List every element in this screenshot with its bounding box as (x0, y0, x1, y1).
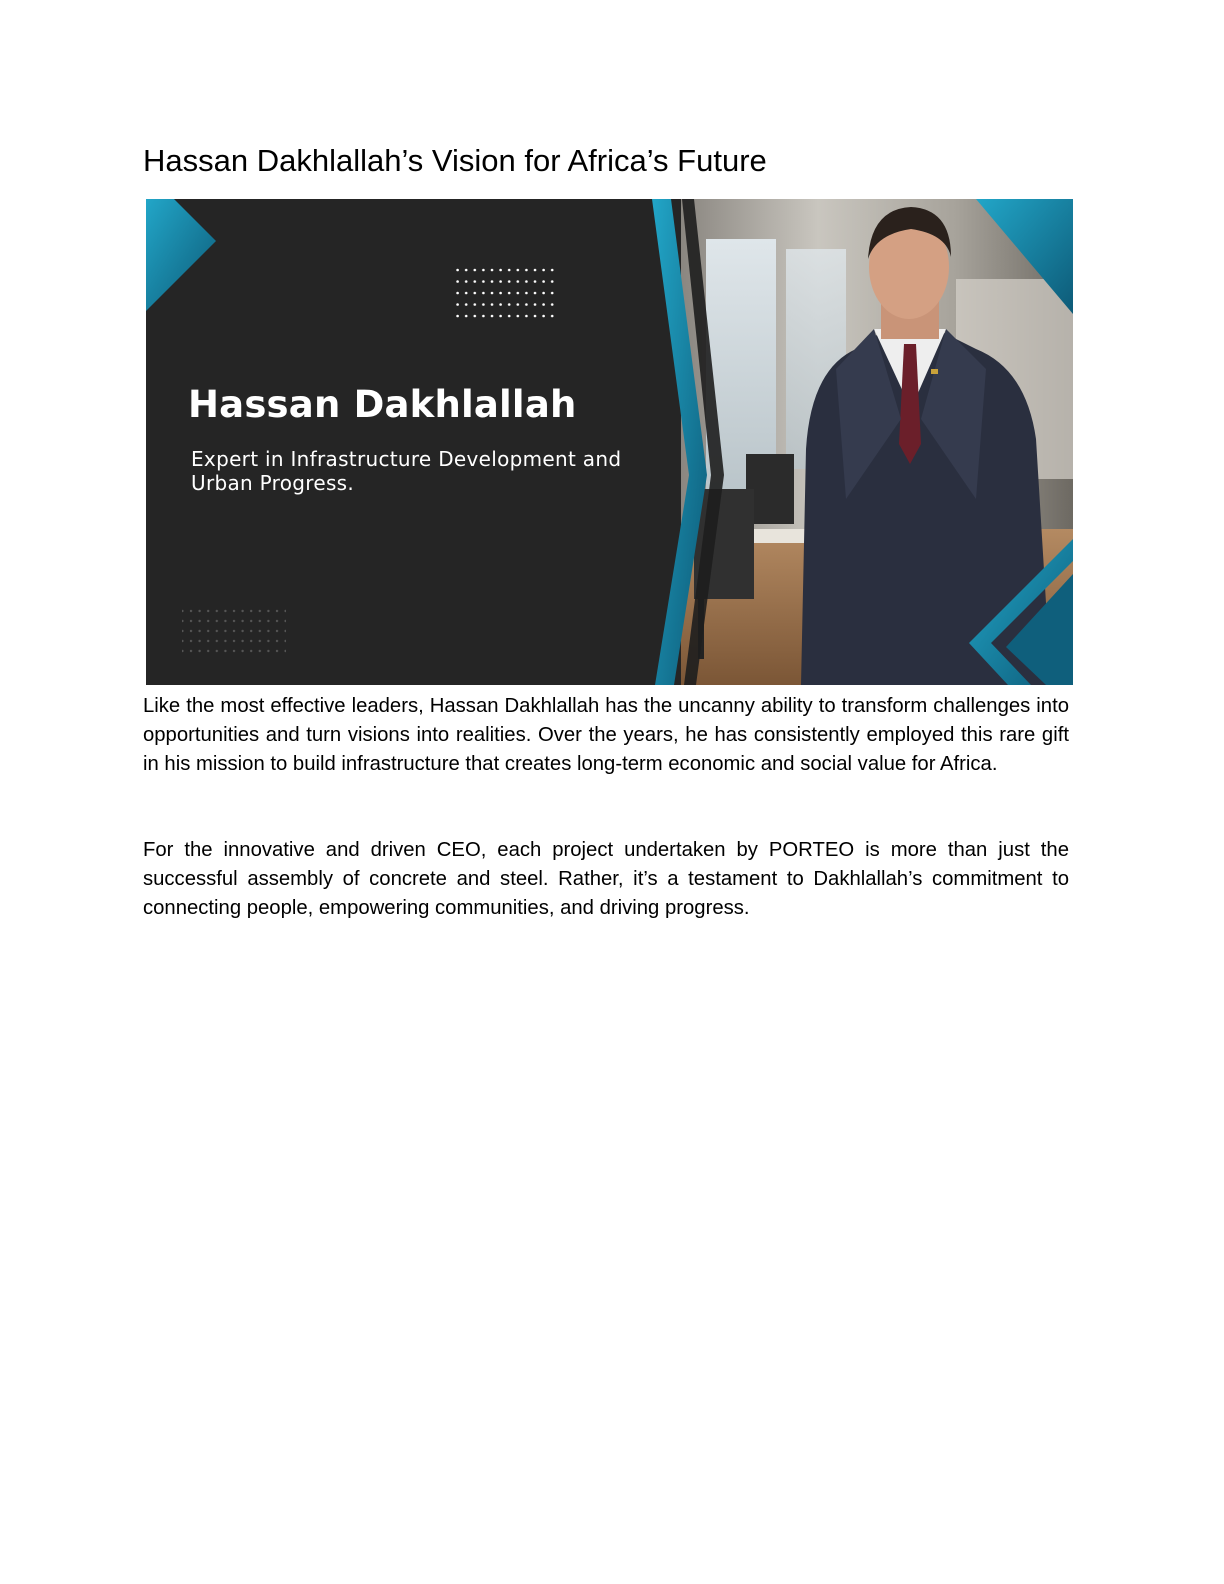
page-title: Hassan Dakhlallah’s Vision for Africa’s Future (143, 143, 767, 178)
dot-grid-white (453, 265, 557, 319)
banner-image (146, 199, 1073, 685)
dot-grid-grey (182, 603, 286, 655)
body-paragraph-1: Like the most effective leaders, Hassan Dakhlallah has the uncanny ability to transform challenges into opportunities and turn visions into realities. Over the years, he has consistently employed this rare gift in his mission to build infrastructure that creates long-term economic and social value for Africa. (143, 695, 1069, 775)
banner-tagline: Expert in Infrastructure Development and Urban Progress. (191, 447, 622, 495)
body-paragraph-2: For the innovative and driven CEO, each project undertaken by PORTEO is more than just the successful assembly of concrete and steel. Rather, it’s a testament to Dakhlallah’s commitment to connecting people, empowering communities, and driving progress. (143, 839, 1069, 919)
banner-name: Hassan Dakhlallah (188, 383, 577, 426)
banner-graphic (146, 199, 1073, 685)
